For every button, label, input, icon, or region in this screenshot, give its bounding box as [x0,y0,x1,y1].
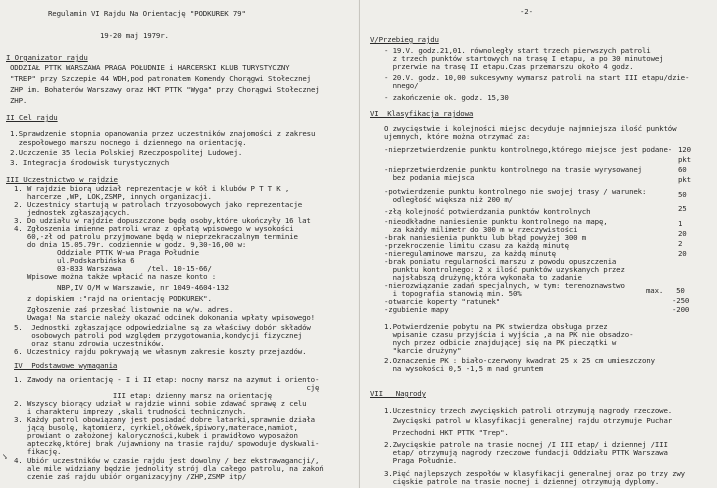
penalty-item: -nierozwiązanie zadań specjalnych, w tym: terenoznawstwo [384,281,625,290]
requirements-line: apteczkę,której brak /ujawniony na trasie rajdu/ spowoduje dyskwali- [14,439,320,448]
awards-line: 3.Pięć najlepszych zespołów w klasyfikacji generalnej oraz po trzy zwy [384,469,685,478]
address-line: ul.Podskarbińska 6 [14,256,135,265]
participation-line: osobowych patroli pod względem przygotowania,kondycji fizycznej [14,331,303,340]
awards-line: cięskie patrole na trasie nocnej i dziennej otrzymują dyplomy. [384,477,660,486]
page-number: -2- [520,7,533,16]
awards-line: Zwycięski patrol w klasyfikacji generalnej rajdu otrzymuje Puchar [384,416,673,425]
requirements-line: 2. Wszyscy biorący udział w rajdzie winni sobie zdawać sprawę z celu [14,399,307,408]
section-heading-awards: VII Nagrody [370,389,426,398]
participation-line: do dnia 15.05.79r. codziennie w godz. 9,30-16,00 w: [14,240,247,249]
awards-line: Przechodni HKT PTTK "Trep". [384,428,509,437]
address-line: Oddziale PTTK W-wa Praga Południe [14,248,199,257]
organizer-line: ZHP. [10,96,28,105]
note-line: na wysokości 0,5 -1,5 m nad gruntem [384,364,544,373]
participation-line: Wpisowe można także wpłacić na nasze konto : [14,272,217,281]
participation-line: Zgłoszenie zaś przesłać listownie na w/w. adres. [14,305,234,314]
penalty-points: -250 [672,296,690,305]
section-heading-goal: II Cel rajdu [6,113,58,122]
penalty-item: za każdy milimetr do 300 m w rzeczywistości [384,225,578,234]
requirements-line: ale mile widziany będzie jednolity strój dla całego patrolu, na zakoń [14,464,324,473]
penalty-item: punktu kontrolnego: 2 x ilość punktów uzyskanych przez [384,265,625,274]
penalty-item: -brak naniesienia punktu lub błąd powyżej 300 m [384,233,587,242]
awards-line: etap/ otrzymują nagrody rzeczowe fundacji Oddziału PTTK Warszawa [384,448,668,457]
awards-line: 1.Uczestnicy trzech zwycięskich patroli otrzymują nagrody rzeczowe. [384,406,673,415]
penalty-item: najsłabszą drużynę,która wykonała to zadanie [384,273,582,282]
penalty-points: 20 [678,249,687,258]
requirements-line: 1. Zawody na orientację - I i II etap: nocny marsz na azymut i oriento- [14,375,320,384]
course-line: z trzech punktów startowych na trasę I etapu, a po 30 minutowej [384,54,664,63]
classification-intro: ujemnych, które można otrzymać za: [384,132,531,141]
requirements-line: 3. Każdy patrol obowiązany jest posiadać dobre latarki,sprawnie działa [14,415,315,424]
classification-intro: O zwycięstwie i kolejności miejsc decyduje najmniejsza ilość punktów [384,124,677,133]
course-line: - zakończenie ok. godz. 15,30 [384,93,509,102]
participation-line: 5. Jednostki zgłaszające odpowiedzialne są za właściwy dobór składów [14,323,311,332]
organizer-line: "TREP" przy Szczepie 44 WDH,pod patronatem Komendy Chorągwi Stołecznej [10,74,311,83]
course-line: przerwie na trasę II etapu.Czas przemarszu około 4 godz. [384,62,634,71]
requirements-line: cję [14,383,320,392]
penalty-item: -potwierdzenie punktu kontrolnego nie swojej trasy / warunek: [384,187,647,196]
penalty-item: -otwarcie koperty "ratunek" [384,297,501,306]
participation-line: z dopiskiem :"rajd na orientację PODKUREK". [14,294,212,303]
awards-line: Praga Południe. [384,456,458,465]
participation-line: 3. Do udziału w rajdzie dopuszczone będą osoby,które ukończyły 16 lat [14,216,311,225]
left-page [0,0,358,488]
course-line: nnego/ [384,81,419,90]
participation-line: 60,-zł od patrolu przyjmowane będą w nieprzekraczalnym terminie [14,232,298,241]
penalty-points: 20 [678,229,687,238]
penalty-points: 120 [678,145,691,154]
requirements-line: prowiant o założonej kaloryczności,kubek i prawidłowo wyposażon [14,431,298,440]
section-heading-requirements: IV Podstawowe wymagania [14,361,118,370]
section-heading-organizer: I Organizator rajdu [6,53,88,62]
document-date: 19-20 maj 1979r. [100,31,169,40]
participation-line: jednostek zgłaszających. [14,208,131,217]
participation-line: harcerze ,WP, LOK,ZSMP, innych organizacji. [14,192,212,201]
penalty-item: -nieodkładne naniesienie punktu kontrolnego na mapę, [384,217,608,226]
participation-line: 4. Zgłoszenia imienne patroli wraz z opłatą wpisowego w wysokości [14,224,294,233]
participation-line: oraz stanu zdrowia uczestników. [14,339,165,348]
requirements-line: czenie zaś rajdu ubiór organizacyjny /ZHP,ZSMP itp/ [14,472,247,481]
right-page [359,0,717,488]
note-line: "karcie drużyny" [384,346,462,355]
note-line: wpisanie czasu przyjścia i wyjścia ,a na PK nie obsadzo- [384,330,634,339]
penalty-item: -nieprzetwierdzenie punktu kontrolnego na trasie wyrysowanej [384,165,642,174]
note-line: 2.Oznaczenie PK : biało-czerwony kwadrat 25 x 25 cm umieszczony [384,356,655,365]
awards-line: 2.Zwycięskie patrole na trasie nocnej /I III etap/ i dziennej /III [384,440,668,449]
note-line: 1.Potwierdzenie pobytu na PK stwierdza obsługa przez [384,322,608,331]
penalty-item: -zgubienie mapy [384,305,449,314]
penalty-item: -brak poniatu regularności marszu z powodu opuszczenia [384,257,617,266]
goal-line: 1.Sprawdzenie stopnia opanowania przez uczestników znajomości z zakresu [10,129,316,138]
requirements-line: III etap: dzienny marsz na orientację [14,391,272,400]
bank-account-line: NBP,IV O/M w Warszawie, nr 1049-4604-132 [14,283,229,292]
penalty-points: 50 [678,190,687,199]
penalty-item: -przekroczenie limitu czasu za każdą minutę [384,241,569,250]
penalty-item: -nieprzetwierdzenie punktu kontrolnego,którego miejsce jest podane- [384,145,673,154]
participation-line: 2. Uczestnicy startują w patrolach trzyosobowych jako reprezentacje [14,200,303,209]
penalty-points: 2 [678,239,683,248]
document-title: Regulamin VI Rajdu Na Orientację "PODKUREK 79" [48,9,246,18]
requirements-line: i charakteru imprezy ,skali trudności technicznych. [14,407,247,416]
penalty-points: -200 [672,305,690,314]
participation-line: 6. Uczestnicy rajdu pokrywają we własnym zakresie koszty przejazdów. [14,347,307,356]
penalty-points: 25 [678,204,687,213]
organizer-line: ODDZIAŁ PTTK WARSZAWA PRAGA POŁUDNIE i HARCERSKI KLUB TURYSTYCZNY [10,63,290,72]
penalty-item: -nieregulaminowe marszu, za każdą minutę [384,249,556,258]
participation-line: 1. W rajdzie biorą udział reprezentacje w kół i klubów P T T K , [14,184,290,193]
organizer-line: ZHP im. Bohaterów Warszawy oraz HKT PTTK "Wyga" przy Chorągwi Stołecznej [10,85,320,94]
address-line: 03-833 Warszawa /tel. 10-15-66/ [14,264,212,273]
goal-line: 3. Integracja środowisk turystycznych [10,158,170,167]
section-heading-classification: VI Klasyfikacja rajdowa [370,109,474,118]
requirements-line: jącą busolę, kątomierz, cyrkiel,ołówek,śpiwory,materace,namiot, [14,423,298,432]
course-line: - 19.V. godz.21,01. równoległy start trzech pierwszych patroli [384,46,651,55]
penalty-points: 60 [678,165,687,174]
penalty-points: max. 50 [646,286,685,295]
goal-line: 2.Uczczenie 35 lecia Polskiej Rzeczpospolitej Ludowej. [10,148,243,157]
penalty-item: i topografia stanowią min. 50% [384,289,522,298]
course-line: - 20.V. godz. 10,00 sukcesywny wymarsz patroli na start III etapu/dzie- [384,73,690,82]
goal-line: zespołowego marszu nocnego i dziennego na orientację. [10,138,247,147]
requirements-line: fikację. [14,447,62,456]
note-line: nych przez odbicie znajdującej się na PK pieczątki w [384,338,617,347]
penalty-points-unit: pkt [678,175,691,184]
section-heading-course: V/Przebieg rajdu [370,35,439,44]
penalty-points: 1 [678,219,683,228]
penalty-item: bez podania miejsca [384,173,475,182]
participation-line: Uwaga! Na starcie należy okazać odcinek dokonania wpłaty wpisowego! [14,313,315,322]
handwritten-margin-mark: ✓ [0,452,11,461]
penalty-item: odległość większa niż 200 m/ [384,195,513,204]
requirements-line: 4. Ubiór uczestników w czasie rajdu jest dowolny / bez ekstrawagancji/, [14,456,320,465]
section-heading-participation: III Uczestnictwo w rajdzie [6,175,118,184]
penalty-points-unit: pkt [678,155,691,164]
penalty-item: -złą kolejność potwierdzania punktów kontrolnych [384,207,591,216]
